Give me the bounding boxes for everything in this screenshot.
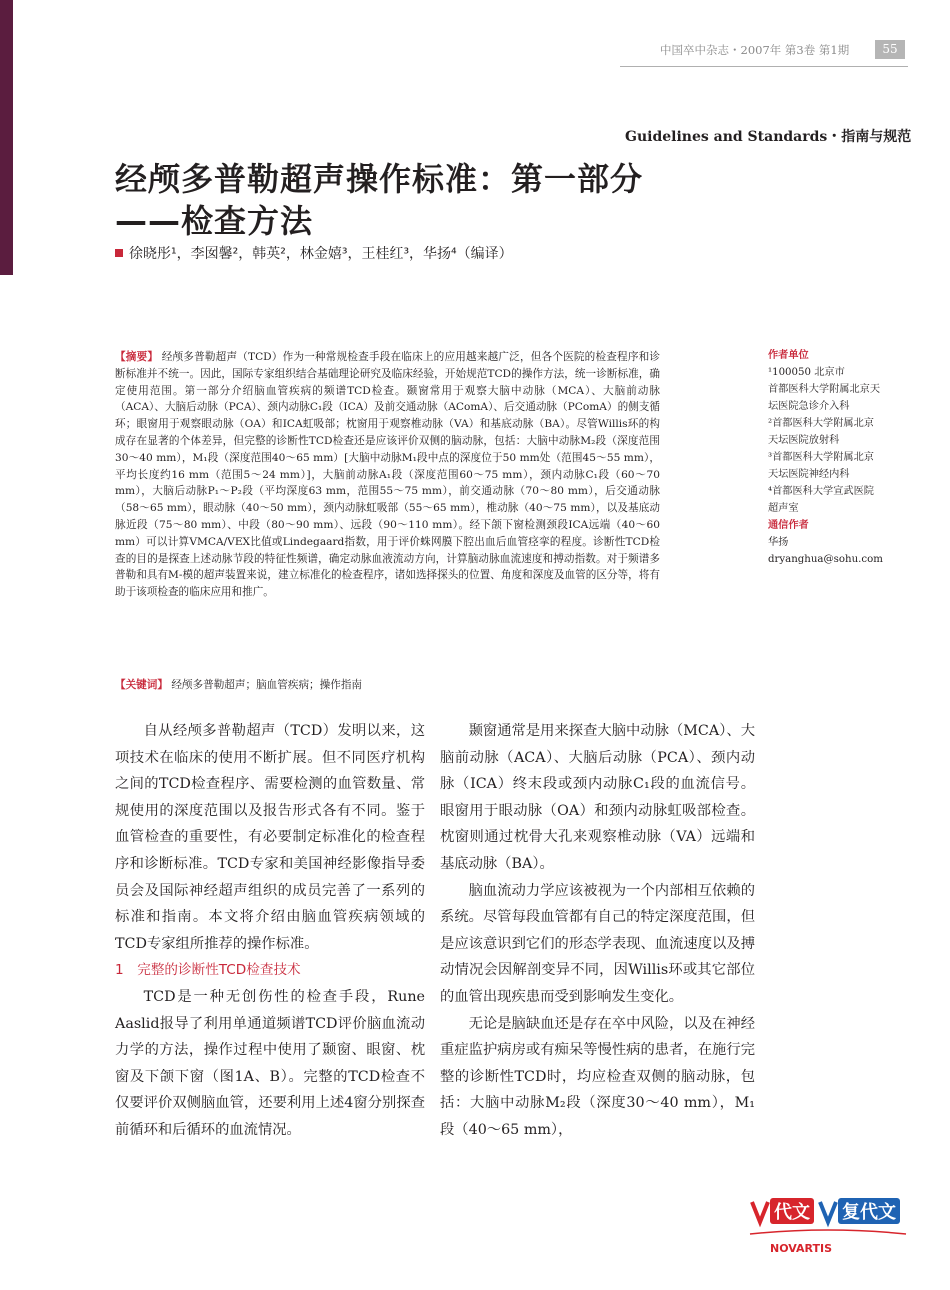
title-line-1: 经颅多普勒超声操作标准：第一部分 [115,160,644,198]
keywords-text: 经颅多普勒超声；脑血管疾病；操作指南 [171,679,363,691]
affiliation-line: ²首都医科大学附属北京 [768,418,874,429]
body-paragraph: 自从经颅多普勒超声（TCD）发明以来，这项技术在临床的使用不断扩展。但不同医疗机构之间的TCD检查程序、需要检测的血管数量、常规使用的深度范围以及报告形式各有不同。鉴于血管检查的重要性，有必要制定标准化的检查程序和诊断标准。TCD专家和美国神经影像指导委员会及国际神经超声组织的成员完善了一系列的标准和指南。本文将介绍由脑血管疾病领域的TCD专家组所推荐的操作标准。 [115,723,425,952]
page-number-badge: 55 [875,40,905,59]
section-label: Guidelines and Standards・指南与规范 [625,129,912,145]
section-heading: 1 完整的诊断性TCD检查技术 [115,962,301,979]
abstract-text: 经颅多普勒超声（TCD）作为一种常规检查手段在临床上的应用越来越广泛，但各个医院的检查程序和诊断标准并不统一。因此，国际专家组织结合基础理论研究及临床经验，开始规范TCD的操作方法，统一诊断标准，确定使用范围。第一部分介绍脑血管疾病的频谱TCD检查。颞窗常用于观察大脑中动脉（MCA）、大脑前动脉（ACA）、大脑后动脉（PCA）、颈内动脉C₁段（ICA）及前交通动脉（AComA）、后交通动脉（PComA）的侧支循环；眼窗用于观察眼动脉（OA）和ICA虹吸部；枕窗用于观察椎动脉（VA）和基底动脉（BA）。尽管Willis环的构成存在显著的个体差异，但完整的诊断性TCD检查还是应该评价双侧的脑动脉，包括：大脑中动脉M₂段（深度范围30～40 mm），M₁段（深度范围40～65 mm）[大脑中动脉M₁段中点的深度位于50 mm处（范围45～55 mm），平均长度约16 mm（范围5～24 mm）]，大脑前动脉A₁段（深度范围60～75 mm），颈内动脉C₁段（60～70 mm），大脑后动脉P₁～P₂段（平均深度63 mm，范围55～75 mm），前交通动脉（70～80 mm），后交通动脉（58～65 mm），眼动脉（40～50 mm），颈内动脉虹吸部（55～65 mm），椎动脉（40～75 mm），以及基底动脉近段（75～80 mm）、中段（80～90 mm）、远段（90～110 mm）。经下颌下窗检测颈段ICA远端（40～60 mm）可以计算VMCA/VEX比值或Lindegaard指数，用于评价蛛网膜下腔出血后血管痉挛的程度。诊断性TCD检查的目的是探查上述动脉节段的特征性频谱，确定动脉血液流动方向，计算脑动脉血流速度和搏动指数。对于频谱多普勒和具有M-模的超声装置来说，建立标准化的检查程序，诸如选择探头的位置、角度和深度及血管的区分等，将有助于该项检查的临床应用和推广。 [115,351,660,599]
authors-text: 徐晓彤¹，李囡馨²，韩英²，林金嬉³，王桂红³，华扬⁴（编译） [129,246,513,262]
affiliation-line: 天坛医院放射科 [768,435,840,446]
article-title [115,158,643,242]
sponsor-logo [748,1192,908,1260]
swoosh-line [750,1230,906,1234]
brand1-text: 代文 [774,1202,810,1223]
sponsor-logo-graphic [748,1192,908,1260]
abstract-label: 【摘要】 [115,351,159,363]
author-list [115,243,513,263]
body-column-left [115,718,425,1144]
body-paragraph: 颞窗通常是用来探查大脑中动脉（MCA）、大脑前动脉（ACA）、大脑后动脉（PCA）、颈内动脉（ICA）终末段或颈内动脉C₁段的血流信号。眼窗用于眼动脉（OA）和颈内动脉虹吸部检查。枕窗则通过枕骨大孔来观察椎动脉（VA）远端和基底动脉（BA）。 [440,723,755,872]
affiliation-heading: 作者单位 [768,350,809,361]
body-paragraph: 无论是脑缺血还是存在卒中风险，以及在神经重症监护病房或有痴呆等慢性病的患者，在施行完整的诊断性TCD时，均应检查双侧的脑动脉，包括：大脑中动脉M₂段（深度30～40 mm），M₁段（40～65 mm）， [440,1015,755,1138]
novartis-label: NOVARTIS [770,1242,833,1255]
body-paragraph: TCD是一种无创伤性的检查手段，Rune Aaslid报导了利用单通道频谱TCD评价脑血流动力学的方法，操作过程中使用了颞窗、眼窗、枕窗及下颌下窗（图1A、B）。完整的TCD检查不仅要评价双侧脑血管，还要利用上述4窗分别探查前循环和后循环的血流情况。 [115,988,425,1138]
header-divider [620,66,908,67]
brand2-text: 复代文 [842,1202,896,1223]
corresponding-author-email: dryanghua@sohu.com [768,554,883,565]
keywords-block [115,677,362,692]
abstract-block [115,349,660,601]
body-column-right [440,718,755,1144]
check-mark-icon [752,1202,768,1222]
corresponding-author-name: 华扬 [768,537,789,548]
keywords-label: 【关键词】 [115,679,168,691]
bullet-square-icon [115,249,123,257]
body-paragraph: 脑血流动力学应该被视为一个内部相互依赖的系统。尽管每段血管都有自己的特定深度范围，但是应该意识到它们的形态学表现、血流速度以及搏动情况会因解剖变异不同，因Willis环或其它部位的血管出现疾患而受到影响发生变化。 [440,882,755,1005]
corresponding-author-heading: 通信作者 [768,520,809,531]
affiliation-line: 坛医院急诊介入科 [768,401,850,412]
affiliation-line: ⁴首都医科大学宣武医院 [768,486,874,497]
affiliation-line: 天坛医院神经内科 [768,469,850,480]
journal-running-header: 中国卒中杂志・2007年 第3卷 第1期 [660,43,850,57]
sidebar-color-bar [0,0,13,275]
title-line-2: ——检查方法 [115,202,314,240]
check-mark-icon [820,1202,836,1222]
affiliation-line: ³首都医科大学附属北京 [768,452,874,463]
affiliation-line: ¹100050 北京市 [768,367,845,378]
affiliation-line: 超声室 [768,503,799,514]
affiliation-line: 首都医科大学附属北京天 [768,384,881,395]
affiliations-block [768,347,913,568]
